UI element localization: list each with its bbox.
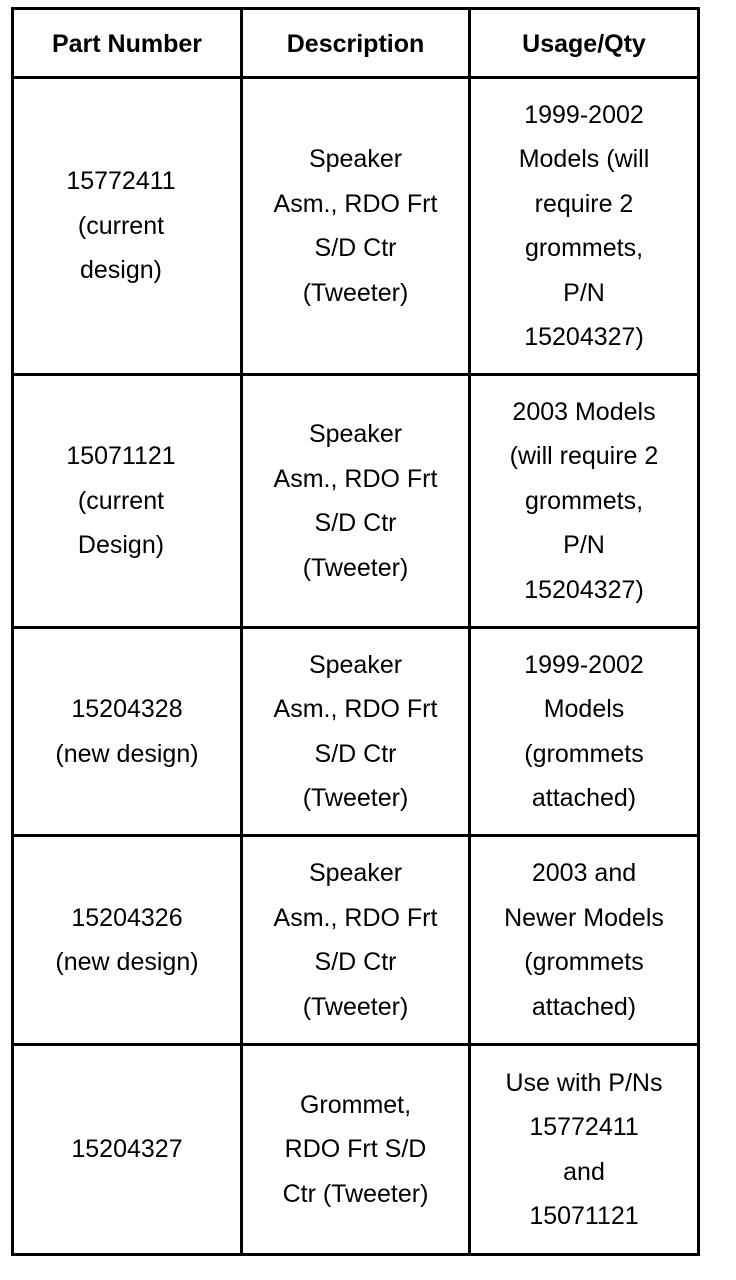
usage-line: 15204327) xyxy=(524,323,644,351)
usage-line: attached) xyxy=(531,784,637,812)
table-row xyxy=(13,836,699,1045)
usage-line: attached) xyxy=(531,992,637,1021)
description-line: Speaker xyxy=(308,650,403,679)
part-number-line: (new design) xyxy=(55,948,199,976)
usage-line: (grommets xyxy=(524,739,644,768)
usage-line: 15071121 xyxy=(529,1202,639,1230)
usage-line: 15204327) xyxy=(524,575,644,604)
description-line: S/D Ctr xyxy=(314,948,397,976)
description-cell xyxy=(242,1045,470,1255)
description-line: Ctr (Tweeter) xyxy=(282,1179,429,1208)
usage-line: P/N xyxy=(563,278,605,307)
description-line: Speaker xyxy=(308,859,403,887)
description-line: S/D Ctr xyxy=(314,509,397,537)
usage-line: 15772411 xyxy=(529,1113,639,1141)
usage-cell xyxy=(470,375,699,628)
usage-cell xyxy=(470,836,699,1045)
usage-line: and xyxy=(563,1157,605,1186)
description-line: Speaker xyxy=(308,145,403,173)
table-row xyxy=(13,78,699,375)
description-line: Grommet, xyxy=(299,1090,412,1119)
description-line: Asm., RDO Frt xyxy=(273,903,438,932)
usage-cell xyxy=(470,1045,699,1255)
part-number-line: (current xyxy=(77,486,165,515)
description-line: (Tweeter) xyxy=(302,278,409,307)
header-description: Description xyxy=(242,9,470,78)
usage-line: Models (will xyxy=(518,145,650,173)
parts-table xyxy=(11,7,700,1256)
description-line: Asm., RDO Frt xyxy=(273,464,438,493)
part-number-line: 15204327 xyxy=(71,1135,183,1164)
usage-line: (will require 2 xyxy=(509,442,659,471)
part-number-cell xyxy=(13,836,242,1045)
usage-line: 2003 Models xyxy=(512,397,656,426)
usage-line: Models xyxy=(543,695,625,723)
part-number-line: 15772411 xyxy=(66,167,176,196)
description-line: RDO Frt S/D xyxy=(284,1135,427,1164)
description-cell xyxy=(242,628,470,836)
table-row xyxy=(13,1045,699,1255)
description-line: S/D Ctr xyxy=(314,739,397,768)
description-cell xyxy=(242,836,470,1045)
usage-cell xyxy=(470,78,699,375)
part-number-cell xyxy=(13,375,242,628)
usage-line: 2003 and xyxy=(531,859,637,887)
description-cell xyxy=(242,78,470,375)
part-number-line: (current xyxy=(77,211,165,240)
usage-line: require 2 xyxy=(534,189,634,218)
part-number-line: (new design) xyxy=(55,739,199,768)
part-number-line: 15204326 xyxy=(71,903,183,932)
part-number-cell xyxy=(13,628,242,836)
usage-line: Use with P/Ns xyxy=(505,1068,663,1097)
description-line: Speaker xyxy=(308,420,403,448)
part-number-cell xyxy=(13,78,242,375)
header-part-number: Part Number xyxy=(13,9,242,78)
part-number-line: 15204328 xyxy=(71,695,183,723)
usage-line: 1999-2002 xyxy=(524,100,644,129)
description-line: (Tweeter) xyxy=(302,992,409,1021)
table-header-row xyxy=(13,9,699,78)
part-number-line: Design) xyxy=(77,531,165,560)
table-row xyxy=(13,628,699,836)
description-line: Asm., RDO Frt xyxy=(273,189,438,218)
usage-line: grommets, xyxy=(524,234,644,262)
header-usage-qty: Usage/Qty xyxy=(470,9,699,78)
part-number-line: 15071121 xyxy=(66,442,176,471)
description-line: (Tweeter) xyxy=(302,784,409,812)
usage-line: Newer Models xyxy=(504,903,664,932)
usage-line: grommets, xyxy=(524,486,644,515)
usage-line: (grommets xyxy=(524,948,644,976)
usage-cell xyxy=(470,628,699,836)
description-line: S/D Ctr xyxy=(314,234,397,262)
part-number-line: design) xyxy=(80,256,162,285)
usage-line: P/N xyxy=(563,531,605,560)
part-number-cell xyxy=(13,1045,242,1255)
description-cell xyxy=(242,375,470,628)
description-line: (Tweeter) xyxy=(302,553,409,582)
description-line: Asm., RDO Frt xyxy=(273,695,438,723)
table-row xyxy=(13,375,699,628)
usage-line: 1999-2002 xyxy=(524,650,644,679)
